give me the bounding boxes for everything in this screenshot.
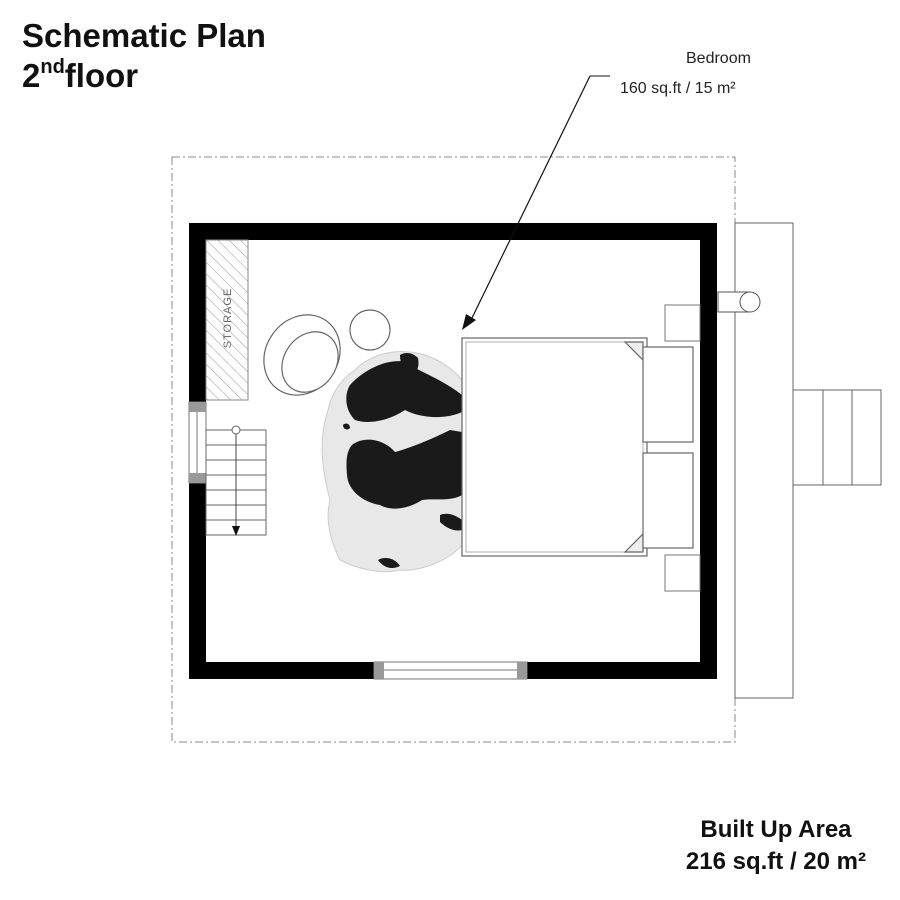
left-window [189,402,206,483]
floor-word: floor [64,57,139,94]
pillow [643,347,693,442]
built-up-label: Built Up Area [700,816,852,843]
pillow [643,453,693,548]
floor-number: 2 [22,57,41,94]
chimney-pipe [718,292,760,312]
built-up-value: 216 sq.ft / 20 m² [685,848,866,875]
room-label-leader [462,76,610,330]
side-table [350,310,390,350]
storage-label: STORAGE [222,287,234,349]
nightstand [665,555,700,591]
nightstand [665,305,700,341]
staircase [206,426,266,536]
floor-ordinal-suffix: nd [40,56,65,78]
room-area-label: 160 sq.ft / 15 m² [620,80,736,97]
plan-title-line1: Schematic Plan [22,17,266,54]
bed [462,338,693,556]
built-up-area [686,814,866,878]
cowhide-rug [322,352,462,572]
room-name-label: Bedroom [686,50,751,67]
bottom-window [374,662,527,679]
exterior-steps [793,390,881,485]
